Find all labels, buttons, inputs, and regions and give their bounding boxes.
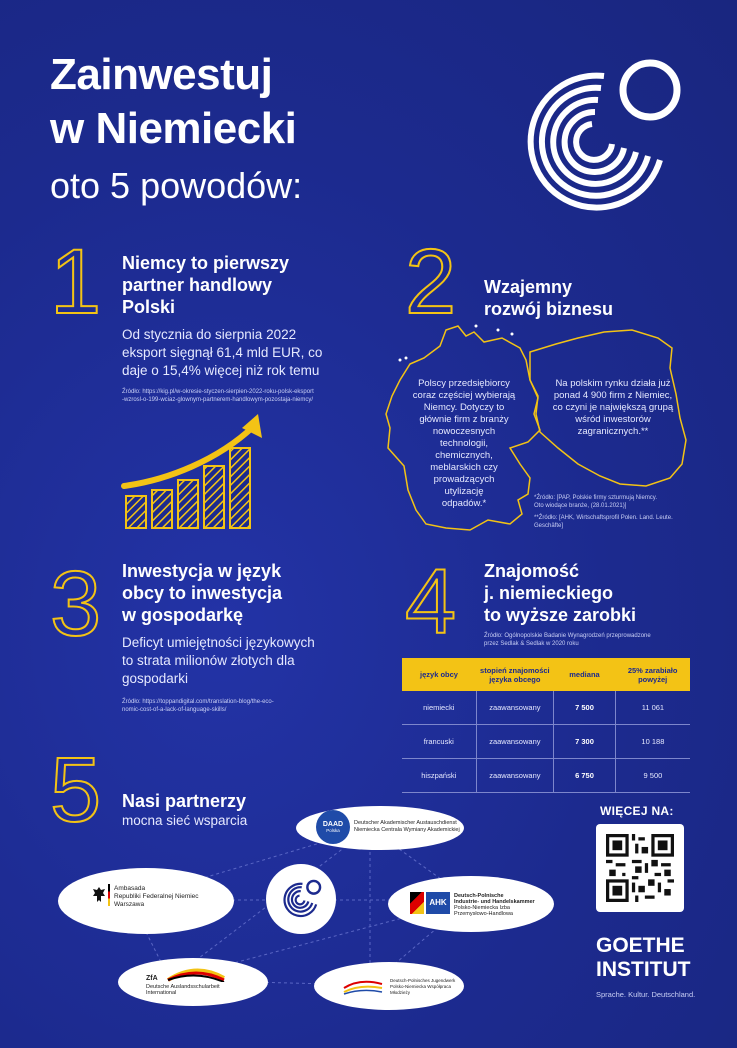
table-row bbox=[402, 759, 690, 793]
reason-3-text-line-1: Deficyt umiejętności językowych bbox=[122, 635, 315, 650]
table-cell: 11 061 bbox=[615, 691, 690, 725]
reason-2-number: 2 bbox=[405, 231, 457, 333]
reason-3-heading-line-2: obcy to inwestycja bbox=[122, 583, 283, 603]
brand-line-1: GOETHE bbox=[596, 934, 685, 957]
germany-text-line: coraz częściej wybierają bbox=[412, 390, 516, 401]
table-cell: zaawansowany bbox=[476, 725, 554, 759]
germany-text-line: chemicznych, bbox=[435, 450, 493, 461]
reason-1-source-line-1: Źródło: https://kig.pl/w-okresie-styczen-sierpien-2022-roku-polsk-eksport bbox=[122, 389, 314, 395]
pnwm-logo-icon bbox=[340, 974, 386, 996]
daad-logo-text: DAAD bbox=[322, 821, 344, 828]
ahk-line-4: Przemysłowo-Handlowa bbox=[454, 911, 513, 917]
table-cell: 10 188 bbox=[615, 725, 690, 759]
qr-pattern bbox=[606, 834, 674, 902]
table-cell: zaawansowany bbox=[476, 759, 554, 793]
goethe-logo-icon bbox=[508, 48, 688, 228]
goethe-center-logo bbox=[266, 864, 336, 934]
partner-pnwm[interactable] bbox=[314, 962, 464, 1010]
daad-line-1: Deutscher Akademischer Austauschdienst bbox=[354, 820, 457, 826]
zfa-line-1: Deutsche Auslandsschularbeit bbox=[146, 984, 220, 990]
table-cell: 9 500 bbox=[615, 759, 690, 793]
ahk-line-3: Polsko-Niemiecka Izba bbox=[454, 905, 510, 911]
daad-logo-icon bbox=[316, 810, 350, 844]
salary-table-header: mediana bbox=[554, 658, 616, 691]
germany-text-line: Polscy przedsiębiorcy bbox=[418, 378, 510, 389]
germany-text-line: Niemcy. Dotyczy to bbox=[423, 402, 505, 413]
reason-1-text-line-1: Od stycznia do sierpnia 2022 bbox=[122, 327, 297, 342]
goethe-small-logo-icon bbox=[279, 877, 323, 921]
table-cell: hiszpański bbox=[402, 759, 476, 793]
embassy-line-1: Ambasada bbox=[114, 885, 146, 892]
germany-text-line: odpadów.* bbox=[441, 498, 487, 509]
reason-5-text: mocna sieć wsparcia bbox=[122, 813, 248, 828]
daad-line-2: Niemiecka Centrala Wymiany Akademickiej bbox=[354, 827, 460, 833]
reason-4-heading-line-1: Znajomość bbox=[484, 561, 580, 581]
reason-3-text-line-3: gospodarki bbox=[122, 671, 189, 686]
reason-4-heading-line-2: j. niemieckiego bbox=[484, 583, 614, 603]
title-line-1: Zainwestuj bbox=[50, 50, 273, 99]
brand-line-2: INSTITUT bbox=[596, 958, 691, 981]
growth-chart-icon bbox=[118, 410, 268, 532]
reason-2-source-1-line-1: *Źródło: [PAP, Polskie firmy szturmują Niemcy. bbox=[534, 495, 658, 501]
reason-4-number: 4 bbox=[405, 551, 457, 653]
poland-text-line: Na polskim rynku działa już bbox=[555, 378, 671, 389]
reason-1-number: 1 bbox=[50, 231, 102, 333]
partner-embassy[interactable] bbox=[58, 868, 234, 934]
eagle-icon bbox=[92, 886, 106, 904]
daad-logo-sub: Polska bbox=[326, 828, 340, 833]
poland-text-line: zagranicznych.** bbox=[577, 426, 649, 437]
reason-3-heading-line-3: w gospodarkę bbox=[122, 605, 244, 625]
reason-1-text-line-2: eksport sięgnął 61,4 mld EUR, co bbox=[122, 345, 323, 360]
ahk-line-2: Industrie- und Handelskammer bbox=[454, 899, 535, 905]
embassy-line-3: Warszawa bbox=[114, 901, 145, 908]
reason-3-source-line-2: nomic-cost-of-a-lack-of-language-skills/ bbox=[122, 707, 227, 713]
reason-4-heading-line-3: to wyższe zarobki bbox=[484, 605, 637, 625]
qr-code-icon[interactable] bbox=[596, 824, 684, 912]
reason-4-source-line-2: przez Sedlak & Sedlak w 2020 roku bbox=[484, 641, 579, 647]
zfa-swoosh-icon bbox=[166, 966, 226, 982]
reason-1-source-line-2: -wzrosl-o-199-wciaz-glownym-partnerem-handlowym-pozostaja-niemcy/ bbox=[122, 397, 314, 403]
table-row bbox=[402, 691, 690, 725]
reason-5-number: 5 bbox=[50, 739, 102, 841]
reason-1-heading-line-2: partner handlowy bbox=[122, 275, 273, 295]
poland-text-line: co czyni je największą grupą bbox=[552, 402, 674, 413]
partner-daad[interactable] bbox=[296, 806, 464, 850]
flag-bar bbox=[108, 884, 110, 906]
brand-tagline: Sprache. Kultur. Deutschland. bbox=[596, 990, 696, 999]
salary-table-header: 25% zarabiało powyżej bbox=[615, 658, 690, 691]
table-row bbox=[402, 725, 690, 759]
reason-3-heading-line-1: Inwestycja w język bbox=[122, 561, 282, 581]
partner-zfa[interactable] bbox=[118, 958, 268, 1006]
germany-text-line: prowadzących bbox=[433, 474, 495, 485]
table-cell: niemiecki bbox=[402, 691, 476, 725]
zfa-line-2: International bbox=[146, 990, 177, 996]
more-label: WIĘCEJ NA: bbox=[600, 804, 674, 818]
reason-1-heading-line-1: Niemcy to pierwszy bbox=[122, 253, 290, 273]
reason-2-source-2-line-2: Geschäfte] bbox=[534, 523, 564, 529]
salary-table-header-row bbox=[402, 658, 690, 691]
germany-text bbox=[404, 378, 524, 510]
reason-1-text-line-3: daje o 15,4% więcej niż rok temu bbox=[122, 363, 320, 378]
ahk-flag-icon bbox=[410, 892, 424, 914]
ahk-line-1: Deutsch-Polnische bbox=[454, 893, 504, 899]
germany-text-line: technologii, bbox=[439, 438, 489, 449]
reason-2-heading-line-2: rozwój biznesu bbox=[484, 299, 614, 319]
table-cell: 7 300 bbox=[554, 725, 616, 759]
salary-table bbox=[402, 658, 690, 793]
pnwm-line-1: Deutsch-Polnisches Jugendwerk bbox=[390, 978, 456, 983]
salary-table-header: język obcy bbox=[402, 658, 476, 691]
reason-4-source-line-1: Źródło: Ogólnopolskie Badanie Wynagrodzeń przeprowadzone bbox=[484, 633, 651, 639]
title-line-2: w Niemiecki bbox=[50, 104, 297, 153]
pnwm-line-2: Polsko-Niemiecka Współpraca Młodzieży bbox=[390, 984, 452, 995]
reason-1-heading-line-3: Polski bbox=[122, 297, 176, 317]
germany-text-line: utylizację bbox=[444, 486, 484, 497]
ahk-logo: AHK bbox=[426, 892, 450, 914]
embassy-line-2: Republiki Federalnej Niemiec bbox=[114, 893, 199, 900]
germany-text-line: meblarskich czy bbox=[430, 462, 498, 473]
table-cell: 7 500 bbox=[554, 691, 616, 725]
reason-2-source-1-line-2: Oto wiodące branże, (28.01.2021)] bbox=[534, 503, 627, 509]
subtitle: oto 5 powodów: bbox=[50, 165, 303, 206]
reason-3-text-line-2: to strata milionów złotych dla bbox=[122, 653, 295, 668]
partner-ahk[interactable] bbox=[388, 876, 554, 932]
table-cell: 6 750 bbox=[554, 759, 616, 793]
reason-3-source-line-1: Źródło: https://toppandigital.com/translation-blog/the-eco- bbox=[122, 699, 274, 705]
reason-5-heading: Nasi partnerzy bbox=[122, 791, 247, 811]
germany-text-line: głównie firm z branży bbox=[419, 414, 509, 425]
poland-text-line: ponad 4 900 firm z Niemiec, bbox=[553, 390, 673, 401]
salary-table-header: stopień znajomości języka obcego bbox=[476, 658, 554, 691]
poland-text bbox=[538, 378, 688, 438]
reason-3-number: 3 bbox=[50, 553, 102, 655]
table-cell: francuski bbox=[402, 725, 476, 759]
reason-2-source-2-line-1: **Źródło: [AHK, Wirtschaftsprofil Polen. Land. Leute. bbox=[534, 515, 673, 521]
reason-2-heading-line-1: Wzajemny bbox=[484, 277, 573, 297]
poland-text-line: wśród inwestorów bbox=[575, 414, 651, 425]
table-cell: zaawansowany bbox=[476, 691, 554, 725]
zfa-logo: ZfA bbox=[146, 975, 158, 982]
germany-text-line: nowoczesnych bbox=[432, 426, 496, 437]
